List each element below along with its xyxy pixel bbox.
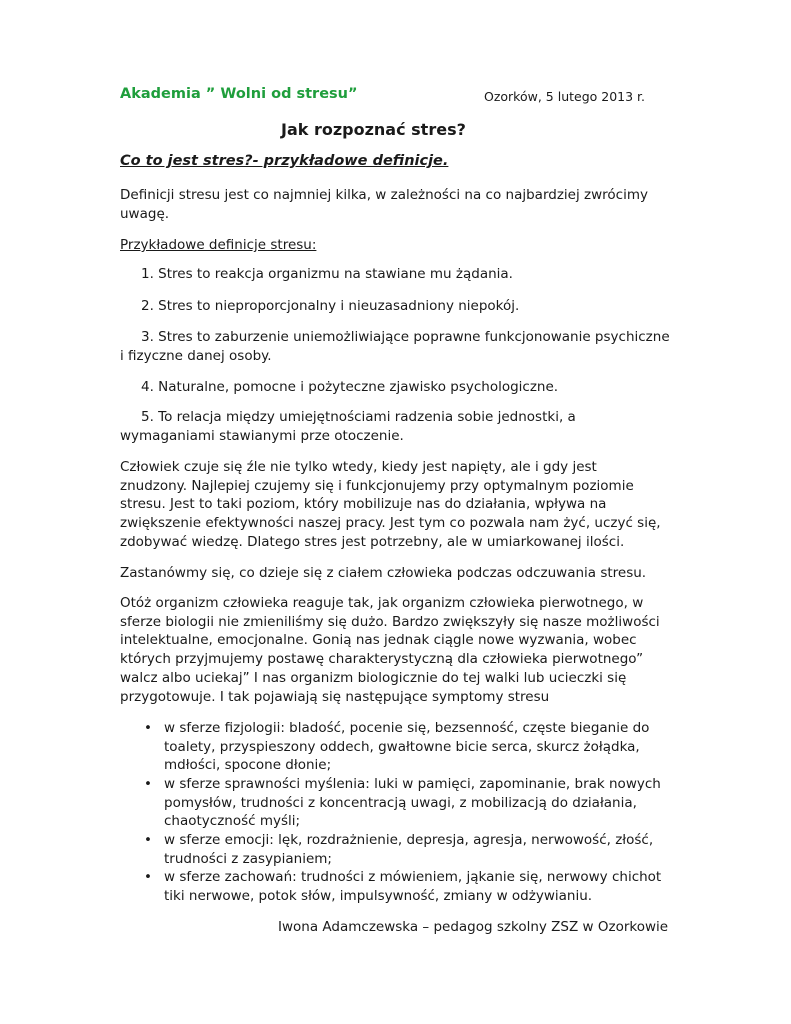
text-line: intelektualne, emocjonalne. Gonią nas jednak ciągle nowe wyzwania, wobec <box>120 632 637 649</box>
text-line: których przyjmujemy postawę charakterystyczną dla człowieka pierwotnego” <box>120 651 644 668</box>
body-paragraph <box>120 458 661 552</box>
text-line: Definicji stresu jest co najmniej kilka, w zależności na co najbardziej zwrócimy <box>120 187 648 203</box>
text-line: przygotowuje. I tak pojawiają się następujące symptomy stresu <box>120 688 550 705</box>
text-line: stresu. Jest to taki poziom, który mobilizuje nas do działania, wpływa na <box>120 496 607 513</box>
text-line: pomysłów, trudności z koncentracją uwagi, z mobilizacją do działania, <box>164 794 637 811</box>
definition-item <box>141 297 519 316</box>
definition-item <box>120 408 576 445</box>
text-line: zdobywać wiedzę. Dlatego stres jest potrzebny, ale w umiarkowanej ilości. <box>120 533 625 550</box>
body-paragraph <box>120 594 660 706</box>
text-line: chaotyczność myśli; <box>164 813 301 830</box>
text-line: znudzony. Najlepiej czujemy się i funkcjonujemy przy optymalnym poziomie <box>120 477 634 494</box>
symptom-item <box>164 868 661 905</box>
text-line: Zastanówmy się, co dzieje się z ciałem człowieka podczas odczuwania stresu. <box>120 565 647 581</box>
text-line: w sferze fizjologii: bladość, pocenie się, bezsenność, częste bieganie do <box>164 720 650 736</box>
intro-paragraph <box>120 186 648 223</box>
text-line: 1. Stres to reakcja organizmu na stawiane mu żądania. <box>141 266 513 282</box>
bullet-icon: • <box>144 869 152 885</box>
text-line: 4. Naturalne, pomocne i pożyteczne zjawisko psychologiczne. <box>141 379 559 395</box>
text-line: w sferze emocji: lęk, rozdrażnienie, depresja, agresja, nerwowość, złość, <box>164 832 654 848</box>
text-line: w sferze sprawności myślenia: luki w pamięci, zapominanie, brak nowych <box>164 776 661 792</box>
text-line: Otóż organizm człowieka reaguje tak, jak organizm człowieka pierwotnego, w <box>120 595 644 611</box>
text-line: trudności z zasypianiem; <box>164 850 332 867</box>
bullet-icon: • <box>144 720 152 736</box>
definition-item <box>141 265 513 284</box>
bullet-icon: • <box>144 776 152 792</box>
definitions-heading: Przykładowe definicje stresu: <box>120 237 317 253</box>
author-signature: Iwona Adamczewska – pedagog szkolny ZSZ w Ozorkowie <box>278 919 669 935</box>
text-line: 2. Stres to nieproporcjonalny i nieuzasadniony niepokój. <box>141 298 520 314</box>
text-line: walcz albo uciekaj” I nas organizm biologicznie do tej walki lub ucieczki się <box>120 669 627 686</box>
definition-item <box>120 328 670 365</box>
text-line: sferze biologii nie zmieniliśmy się dużo. Bardzo zwiększyły się nasze możliwości <box>120 613 660 630</box>
text-line: 5. To relacja między umiejętnościami radzenia sobie jednostki, a <box>141 409 576 425</box>
text-line: Człowiek czuje się źle nie tylko wtedy, kiedy jest napięty, ale i gdy jest <box>120 459 597 475</box>
text-line: tiki nerwowe, potok słów, impulsywność, zmiany w odżywianiu. <box>164 887 593 904</box>
page-title: Jak rozpoznać stres? <box>281 120 466 139</box>
symptom-item <box>164 719 649 775</box>
document-date: Ozorków, 5 lutego 2013 r. <box>484 89 646 104</box>
text-line: w sferze zachowań: trudności z mówieniem, jąkanie się, nerwowy chichot <box>164 869 662 885</box>
definition-item <box>141 378 558 397</box>
text-line: i fizyczne danej osoby. <box>120 347 272 364</box>
text-line: zwiększenie efektywności naszej pracy. Jest tym co pozwala nam żyć, uczyć się, <box>120 515 661 532</box>
text-line: wymaganiami stawianymi prze otoczenie. <box>120 427 404 444</box>
section-subtitle: Co to jest stres?- przykładowe definicje. <box>120 153 449 169</box>
brand-name: Akademia ” Wolni od stresu” <box>120 86 358 102</box>
text-line: uwagę. <box>120 205 170 222</box>
symptom-item <box>164 775 661 831</box>
text-line: mdłości, spocone dłonie; <box>164 757 332 774</box>
body-paragraph <box>120 564 646 583</box>
text-line: toalety, przyspieszony oddech, gwałtowne bicie serca, skurcz żołądka, <box>164 738 640 755</box>
bullet-icon: • <box>144 832 152 848</box>
text-line: 3. Stres to zaburzenie uniemożliwiające poprawne funkcjonowanie psychiczne <box>141 329 670 345</box>
symptom-item <box>164 831 653 868</box>
